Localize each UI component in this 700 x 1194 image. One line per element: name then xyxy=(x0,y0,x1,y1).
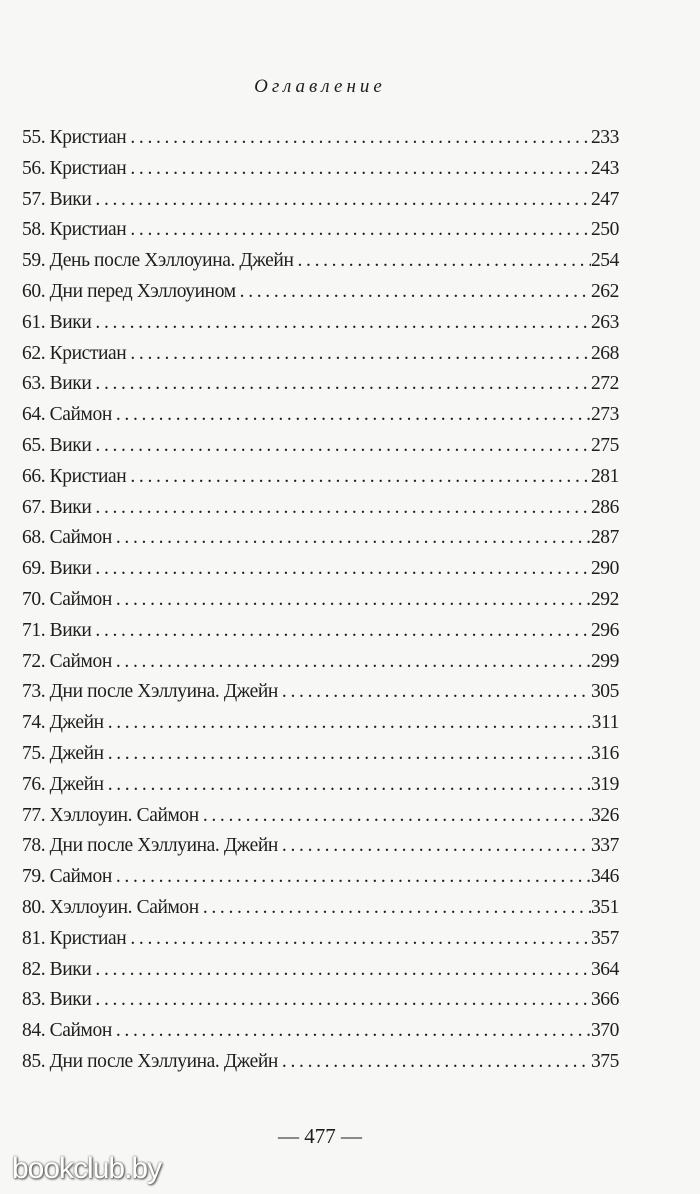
toc-entry-label: 63. Вики xyxy=(22,373,92,395)
toc-entry xyxy=(22,774,619,805)
dot-leader xyxy=(95,373,591,395)
toc-entry-label: 84. Саймон xyxy=(22,1020,112,1042)
toc-entry-label: 59. День после Хэллоуина. Джейн xyxy=(22,250,294,272)
toc-entry-page: 233 xyxy=(590,127,619,148)
dot-leader xyxy=(130,928,591,950)
dot-leader xyxy=(95,435,591,457)
toc-entry-label: 74. Джейн xyxy=(22,712,104,734)
toc-entry xyxy=(22,343,619,374)
toc-entry-label: 64. Саймон xyxy=(22,404,112,426)
dot-leader xyxy=(130,127,591,149)
toc-entry-label: 70. Саймон xyxy=(22,588,112,610)
toc-entry-page: 305 xyxy=(590,681,619,703)
dot-leader xyxy=(95,959,591,981)
dot-leader xyxy=(203,897,591,919)
toc-entry xyxy=(22,651,619,682)
toc-entry xyxy=(22,189,619,220)
dot-leader xyxy=(95,620,591,642)
toc-entry-label: 57. Вики xyxy=(22,188,92,210)
toc-entry xyxy=(22,1020,619,1051)
toc-entry-label: 73. Дни после Хэллуина. Джейн xyxy=(22,681,278,703)
toc-entry-page: 287 xyxy=(590,527,619,549)
toc-entry xyxy=(22,835,619,866)
toc-entry xyxy=(22,681,619,712)
toc-entry-label: 61. Вики xyxy=(22,311,92,333)
toc-entry-page: 316 xyxy=(590,742,619,764)
dot-leader xyxy=(95,189,591,211)
toc-entry-page: 319 xyxy=(590,773,619,795)
toc-entry-page: 250 xyxy=(590,219,619,241)
toc-entry xyxy=(22,558,619,589)
toc-entry-page: 243 xyxy=(590,157,619,179)
toc-entry-page: 366 xyxy=(590,989,619,1011)
toc-entry-page: 247 xyxy=(590,188,619,210)
toc-entry-label: 67. Вики xyxy=(22,496,92,518)
toc-entry xyxy=(22,743,619,774)
dot-leader xyxy=(203,805,591,827)
toc-entry-label: 79. Саймон xyxy=(22,866,112,888)
toc-entry xyxy=(22,959,619,990)
toc-entry xyxy=(22,897,619,928)
toc-entry xyxy=(22,866,619,897)
dot-leader xyxy=(116,404,591,426)
toc-entry-label: 80. Хэллоуин. Саймон xyxy=(22,896,199,918)
toc-entry-page: 299 xyxy=(590,650,619,672)
dot-leader xyxy=(108,743,591,765)
toc-entry xyxy=(22,435,619,466)
toc-entry-page: 370 xyxy=(590,1020,619,1042)
toc-entry-label: 78. Дни после Хэллуина. Джейн xyxy=(22,835,278,857)
dot-leader xyxy=(116,866,591,888)
toc-entry-label: 62. Кристиан xyxy=(22,342,127,364)
toc-entry-page: 268 xyxy=(590,342,619,364)
dot-leader xyxy=(95,989,591,1011)
dot-leader xyxy=(116,1020,591,1042)
dot-leader xyxy=(297,250,590,272)
toc-entry-page: 337 xyxy=(590,835,619,857)
dot-leader xyxy=(116,527,591,549)
toc-entry-label: 55. Кристиан xyxy=(22,127,127,148)
toc-entry xyxy=(22,805,619,836)
toc-entry-page: 273 xyxy=(590,404,619,426)
dot-leader xyxy=(108,712,592,734)
toc-entry-page: 364 xyxy=(590,958,619,980)
toc-entry xyxy=(22,312,619,343)
toc-entry-label: 77. Хэллоуин. Саймон xyxy=(22,804,199,826)
toc-entry xyxy=(22,250,619,281)
toc-entry xyxy=(22,466,619,497)
toc-entry-label: 58. Кристиан xyxy=(22,219,127,241)
table-of-contents xyxy=(22,127,619,1082)
dot-leader xyxy=(282,1051,591,1073)
toc-entry-page: 286 xyxy=(590,496,619,518)
toc-entry-page: 272 xyxy=(590,373,619,395)
toc-entry-label: 75. Джейн xyxy=(22,742,104,764)
toc-entry-label: 76. Джейн xyxy=(22,773,104,795)
dot-leader xyxy=(282,681,591,703)
toc-entry xyxy=(22,127,619,158)
toc-entry-label: 82. Вики xyxy=(22,958,92,980)
toc-entry-page: 311 xyxy=(591,712,619,734)
toc-entry-label: 65. Вики xyxy=(22,434,92,456)
toc-entry-page: 290 xyxy=(590,558,619,580)
dot-leader xyxy=(95,558,591,580)
dot-leader xyxy=(240,281,591,303)
dot-leader xyxy=(116,589,591,611)
toc-entry xyxy=(22,158,619,189)
toc-entry-label: 69. Вики xyxy=(22,558,92,580)
toc-entry xyxy=(22,527,619,558)
toc-entry-page: 296 xyxy=(590,619,619,641)
dot-leader xyxy=(130,343,591,365)
toc-entry xyxy=(22,928,619,959)
toc-entry-page: 375 xyxy=(590,1050,619,1072)
toc-entry-page: 263 xyxy=(590,311,619,333)
toc-entry-page: 254 xyxy=(590,250,619,272)
toc-entry-page: 351 xyxy=(590,896,619,918)
toc-entry-label: 83. Вики xyxy=(22,989,92,1011)
dot-leader xyxy=(95,497,591,519)
toc-entry xyxy=(22,620,619,651)
dot-leader xyxy=(130,158,591,180)
toc-entry xyxy=(22,989,619,1020)
toc-entry-page: 281 xyxy=(590,465,619,487)
toc-entry-label: 66. Кристиан xyxy=(22,465,127,487)
toc-entry-label: 81. Кристиан xyxy=(22,927,127,949)
dot-leader xyxy=(282,835,591,857)
toc-entry xyxy=(22,373,619,404)
toc-entry-page: 346 xyxy=(590,866,619,888)
toc-entry-label: 68. Саймон xyxy=(22,527,112,549)
toc-entry xyxy=(22,219,619,250)
toc-entry-page: 357 xyxy=(590,927,619,949)
dot-leader xyxy=(108,774,591,796)
toc-entry xyxy=(22,712,619,743)
toc-entry-label: 85. Дни после Хэллуина. Джейн xyxy=(22,1050,278,1072)
dot-leader xyxy=(95,312,591,334)
toc-entry xyxy=(22,281,619,312)
page-number: — 477 — xyxy=(278,1124,362,1148)
toc-entry xyxy=(22,404,619,435)
toc-entry xyxy=(22,1051,619,1082)
toc-entry xyxy=(22,589,619,620)
toc-entry-page: 262 xyxy=(590,280,619,302)
toc-entry-page: 326 xyxy=(590,804,619,826)
toc-entry-page: 292 xyxy=(590,588,619,610)
toc-entry-label: 72. Саймон xyxy=(22,650,112,672)
dot-leader xyxy=(116,651,591,673)
toc-entry xyxy=(22,497,619,528)
page-title: Оглавление xyxy=(254,76,386,97)
toc-entry-page: 275 xyxy=(590,434,619,456)
toc-entry-label: 60. Дни перед Хэллоуином xyxy=(22,280,236,302)
toc-entry-label: 56. Кристиан xyxy=(22,157,127,179)
toc-entry-label: 71. Вики xyxy=(22,619,92,641)
dot-leader xyxy=(130,219,591,241)
watermark: bookclub.by xyxy=(12,1152,162,1185)
dot-leader xyxy=(130,466,591,488)
